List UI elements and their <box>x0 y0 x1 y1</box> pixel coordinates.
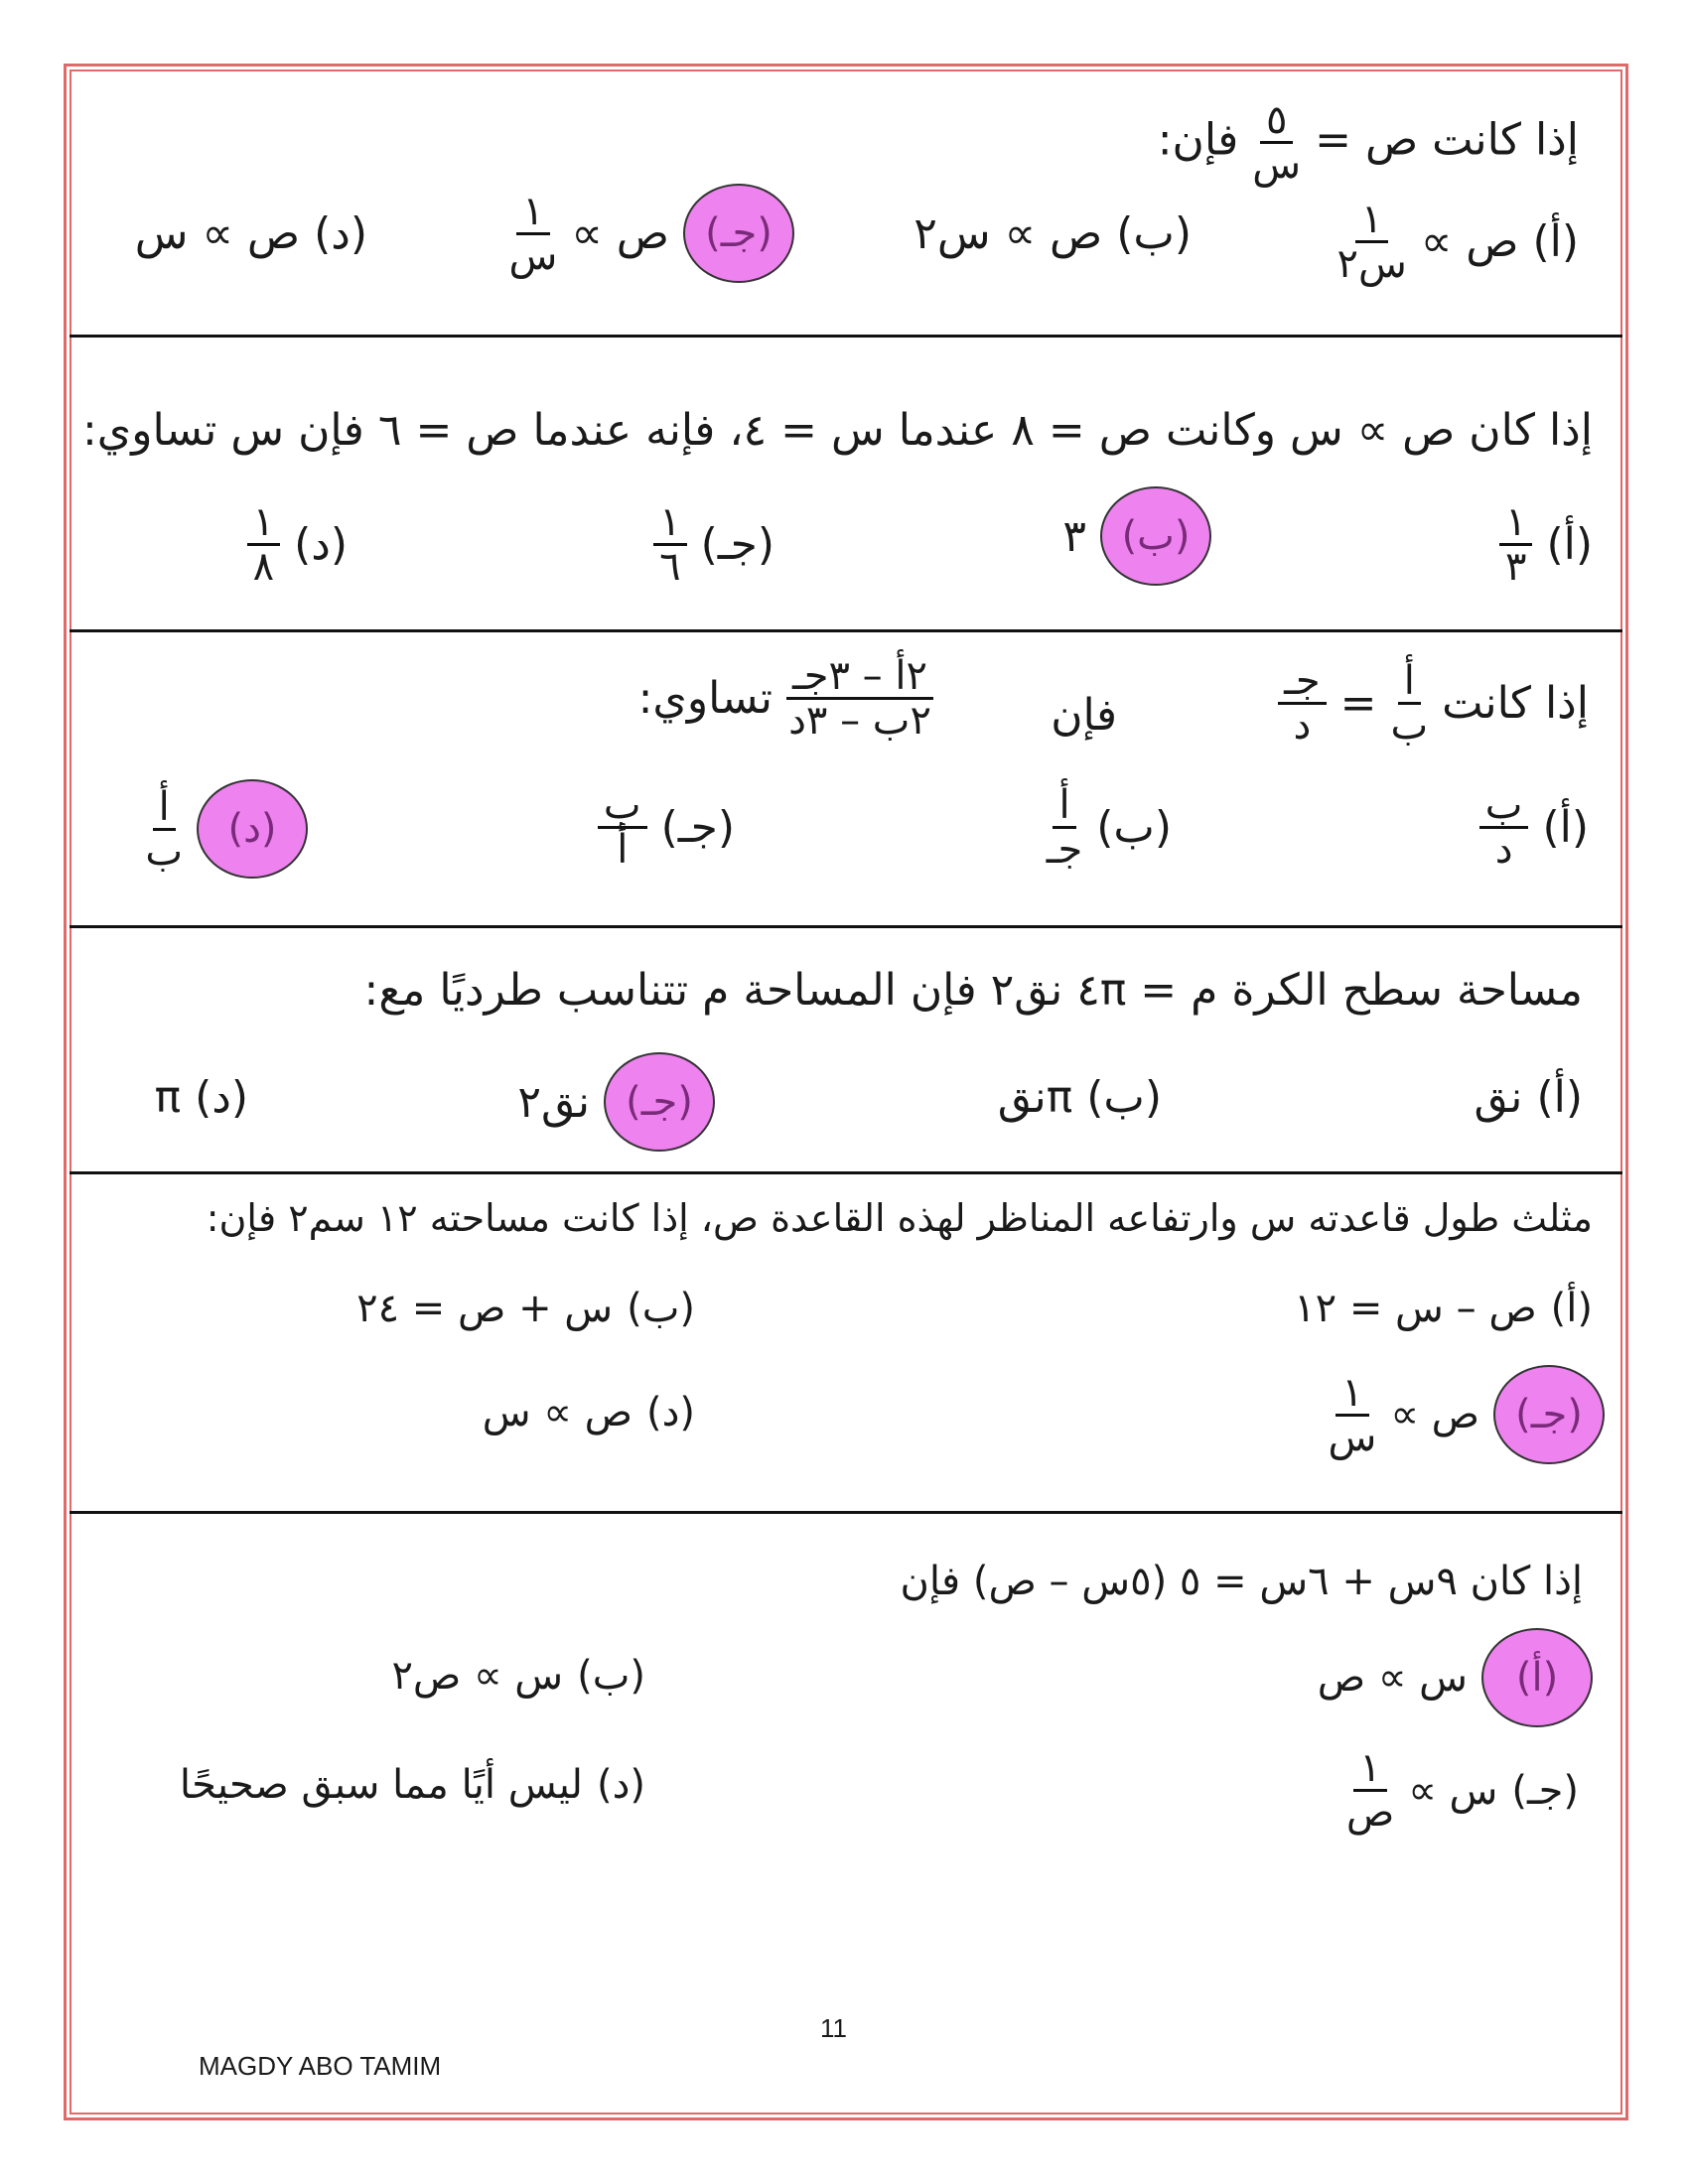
q2-d-num: ١ <box>247 501 280 546</box>
q2-stem: إذا كان ص ∝ س وكانت ص = ٨ عندما س = ٤، فإنه عندما ص = ٦ فإن س تساوي: <box>81 405 1593 456</box>
q5-stem: مثلث طول قاعدته س وارتفاعه المناظر لهذه القاعدة ص، إذا كانت مساحته ١٢ سم٢ فإن: <box>206 1196 1593 1240</box>
q5-c-den: س <box>1328 1414 1377 1460</box>
q3-d-den: ب <box>145 828 183 875</box>
q3-b-label: (ب) <box>1096 802 1172 853</box>
q6-option-a[interactable] <box>1318 1628 1593 1727</box>
q2-a-label: (أ) <box>1546 519 1593 570</box>
q2-c-label: (جـ) <box>700 519 774 570</box>
q1-stem-den: س <box>1252 142 1302 188</box>
q1-d-text: ص ∝ س <box>134 208 301 259</box>
q1-stem <box>1158 99 1579 186</box>
q1-stem-fraction <box>1252 99 1301 186</box>
q5-d-label: (د) <box>645 1390 695 1435</box>
q1-c-label-selected: (جـ) <box>683 184 794 283</box>
q2-b-text: ٣ <box>1062 510 1086 562</box>
q2-c-den: ٦ <box>659 544 681 590</box>
q5-c-text: ص ∝ <box>1390 1392 1479 1437</box>
q6-a-label-selected: (أ) <box>1481 1628 1593 1727</box>
q5-a-label: (أ) <box>1550 1286 1593 1331</box>
q3-c-num: ب <box>598 784 647 829</box>
q2-d-den: ٨ <box>252 544 275 590</box>
q3-fraction-2 <box>1278 660 1326 747</box>
q2-c-num: ١ <box>653 501 686 546</box>
q5-d-text: ص ∝ س <box>482 1390 633 1435</box>
q6-c-num: ١ <box>1353 1747 1386 1792</box>
q3-f3-den: ٢ب – ٣د <box>788 698 931 744</box>
divider-4 <box>70 1171 1622 1174</box>
q3-option-b[interactable] <box>1047 784 1172 871</box>
q4-b-text: πنق <box>997 1072 1073 1123</box>
q1-a-text: ص ∝ <box>1420 216 1519 267</box>
q2-option-b[interactable] <box>1062 486 1211 586</box>
q1-stem-text: إذا كانت ص = <box>1315 114 1579 166</box>
q3-d-num: أ <box>153 786 176 831</box>
q6-c-den: ص <box>1345 1790 1395 1836</box>
q1-a-label: (أ) <box>1532 216 1579 267</box>
divider-1 <box>70 335 1622 338</box>
q2-a-den: ٣ <box>1504 544 1527 590</box>
q5-c-fraction <box>1328 1369 1377 1460</box>
q3-equals: = <box>1339 678 1377 729</box>
q2-d-fraction <box>247 501 280 588</box>
q2-d-label: (د) <box>294 519 348 570</box>
q5-option-a[interactable] <box>1294 1286 1593 1331</box>
q3-f1-den: ب <box>1390 703 1429 749</box>
q2-c-fraction <box>653 501 686 588</box>
q3-a-label: (أ) <box>1542 802 1589 853</box>
q3-f1-num: أ <box>1398 660 1421 705</box>
divider-2 <box>70 629 1622 632</box>
q5-c-label-selected: (جـ) <box>1493 1365 1605 1464</box>
q2-a-fraction <box>1499 501 1532 588</box>
q6-c-label: (جـ) <box>1511 1767 1579 1814</box>
q3-d-label-selected: (د) <box>197 779 308 879</box>
q4-option-d[interactable] <box>155 1072 248 1123</box>
q4-stem: مساحة سطح الكرة م = ٤π نق٢ فإن المساحة م تتناسب طرديًا مع: <box>363 965 1583 1016</box>
q5-c-num: ١ <box>1336 1372 1368 1417</box>
q1-c-den: س <box>508 232 558 279</box>
q4-c-label-selected: (جـ) <box>604 1052 715 1152</box>
q6-option-d[interactable] <box>180 1762 645 1808</box>
q3-c-fraction <box>598 784 647 871</box>
q3-equals-text: تساوي: <box>637 673 774 724</box>
q2-b-label-selected: (ب) <box>1100 486 1211 586</box>
q3-a-num: ب <box>1479 784 1529 829</box>
q6-option-c[interactable] <box>1346 1747 1579 1834</box>
q6-c-fraction <box>1346 1747 1394 1834</box>
q4-option-c[interactable] <box>517 1052 715 1152</box>
q2-option-c[interactable] <box>653 501 774 588</box>
q3-c-den: أ <box>617 827 629 873</box>
q3-b-fraction <box>1047 784 1082 871</box>
q6-option-b[interactable] <box>391 1653 645 1699</box>
q3-f3-num: ٢أ – ٣جـ <box>786 655 933 700</box>
q6-c-text: س ∝ <box>1408 1767 1498 1814</box>
author-name: MAGDY ABO TAMIM <box>199 2051 442 2081</box>
page-number: 11 <box>820 2013 847 2043</box>
q4-option-b[interactable] <box>998 1072 1162 1123</box>
q5-b-text: س + ص = ٢٤ <box>356 1286 614 1331</box>
q3-stem-right <box>638 655 933 742</box>
q3-d-fraction <box>145 783 183 875</box>
q3-then: فإن <box>1051 690 1117 741</box>
q4-d-text: π <box>154 1072 182 1123</box>
q2-option-a[interactable] <box>1499 501 1593 588</box>
q1-option-a[interactable] <box>1337 199 1580 285</box>
divider-3 <box>70 925 1622 928</box>
q1-b-text: ص ∝ س٢ <box>914 208 1103 259</box>
q3-a-den: د <box>1494 827 1513 873</box>
q1-stem-num: ٥ <box>1260 99 1293 144</box>
q1-a-num: ١ <box>1355 199 1388 243</box>
q5-option-d[interactable] <box>483 1390 695 1435</box>
q4-option-a[interactable] <box>1474 1072 1583 1123</box>
q6-b-text: س ∝ ص٢ <box>391 1653 564 1699</box>
q3-option-d[interactable] <box>145 779 308 879</box>
q3-b-den: جـ <box>1046 827 1083 873</box>
q6-b-label: (ب) <box>577 1653 645 1699</box>
q4-a-text: نق <box>1474 1072 1523 1123</box>
q1-b-label: (ب) <box>1116 208 1192 259</box>
q4-d-label: (د) <box>195 1072 248 1123</box>
q3-f2-num: جـ <box>1278 660 1326 705</box>
q1-stem-end: فإن: <box>1157 114 1239 166</box>
q1-d-label: (د) <box>314 208 367 259</box>
q6-stem: إذا كان ٩س + ٦س = ٥ (٥س – ص) فإن <box>900 1559 1583 1604</box>
q1-option-c[interactable] <box>509 184 794 283</box>
q3-a-fraction <box>1479 784 1529 871</box>
q1-a-den: س٢ <box>1336 241 1407 287</box>
q2-a-num: ١ <box>1499 501 1532 546</box>
q2-option-d[interactable] <box>247 501 348 588</box>
q5-b-label: (ب) <box>627 1286 695 1331</box>
q4-c-text: نق٢ <box>517 1076 590 1128</box>
q6-d-label: (د) <box>596 1762 645 1808</box>
q5-option-b[interactable] <box>356 1286 695 1331</box>
q6-d-text: ليس أيًا مما سبق صحيحًا <box>179 1762 583 1808</box>
q3-f2-den: د <box>1293 703 1312 749</box>
q3-stem-text: إذا كانت <box>1442 678 1589 729</box>
q3-fraction-3 <box>786 655 933 742</box>
q1-a-fraction <box>1337 199 1407 285</box>
q5-option-c[interactable] <box>1329 1365 1605 1464</box>
q3-stem-left <box>1278 660 1589 747</box>
q1-option-d[interactable] <box>135 208 367 259</box>
q1-c-num: ١ <box>516 191 549 235</box>
q3-fraction-1 <box>1391 660 1429 747</box>
q1-c-text: ص ∝ <box>571 207 669 259</box>
q3-c-label: (جـ) <box>660 802 735 853</box>
q3-option-c[interactable] <box>598 784 735 871</box>
q3-b-num: أ <box>1053 784 1075 829</box>
q5-a-text: ص – س = ١٢ <box>1294 1286 1537 1331</box>
q4-a-label: (أ) <box>1536 1072 1583 1123</box>
q6-a-text: س ∝ ص <box>1317 1655 1468 1701</box>
q4-b-label: (ب) <box>1086 1072 1162 1123</box>
q1-option-b[interactable] <box>914 208 1192 259</box>
q3-option-a[interactable] <box>1479 784 1589 871</box>
q1-c-fraction <box>508 188 558 279</box>
divider-5 <box>70 1511 1622 1514</box>
